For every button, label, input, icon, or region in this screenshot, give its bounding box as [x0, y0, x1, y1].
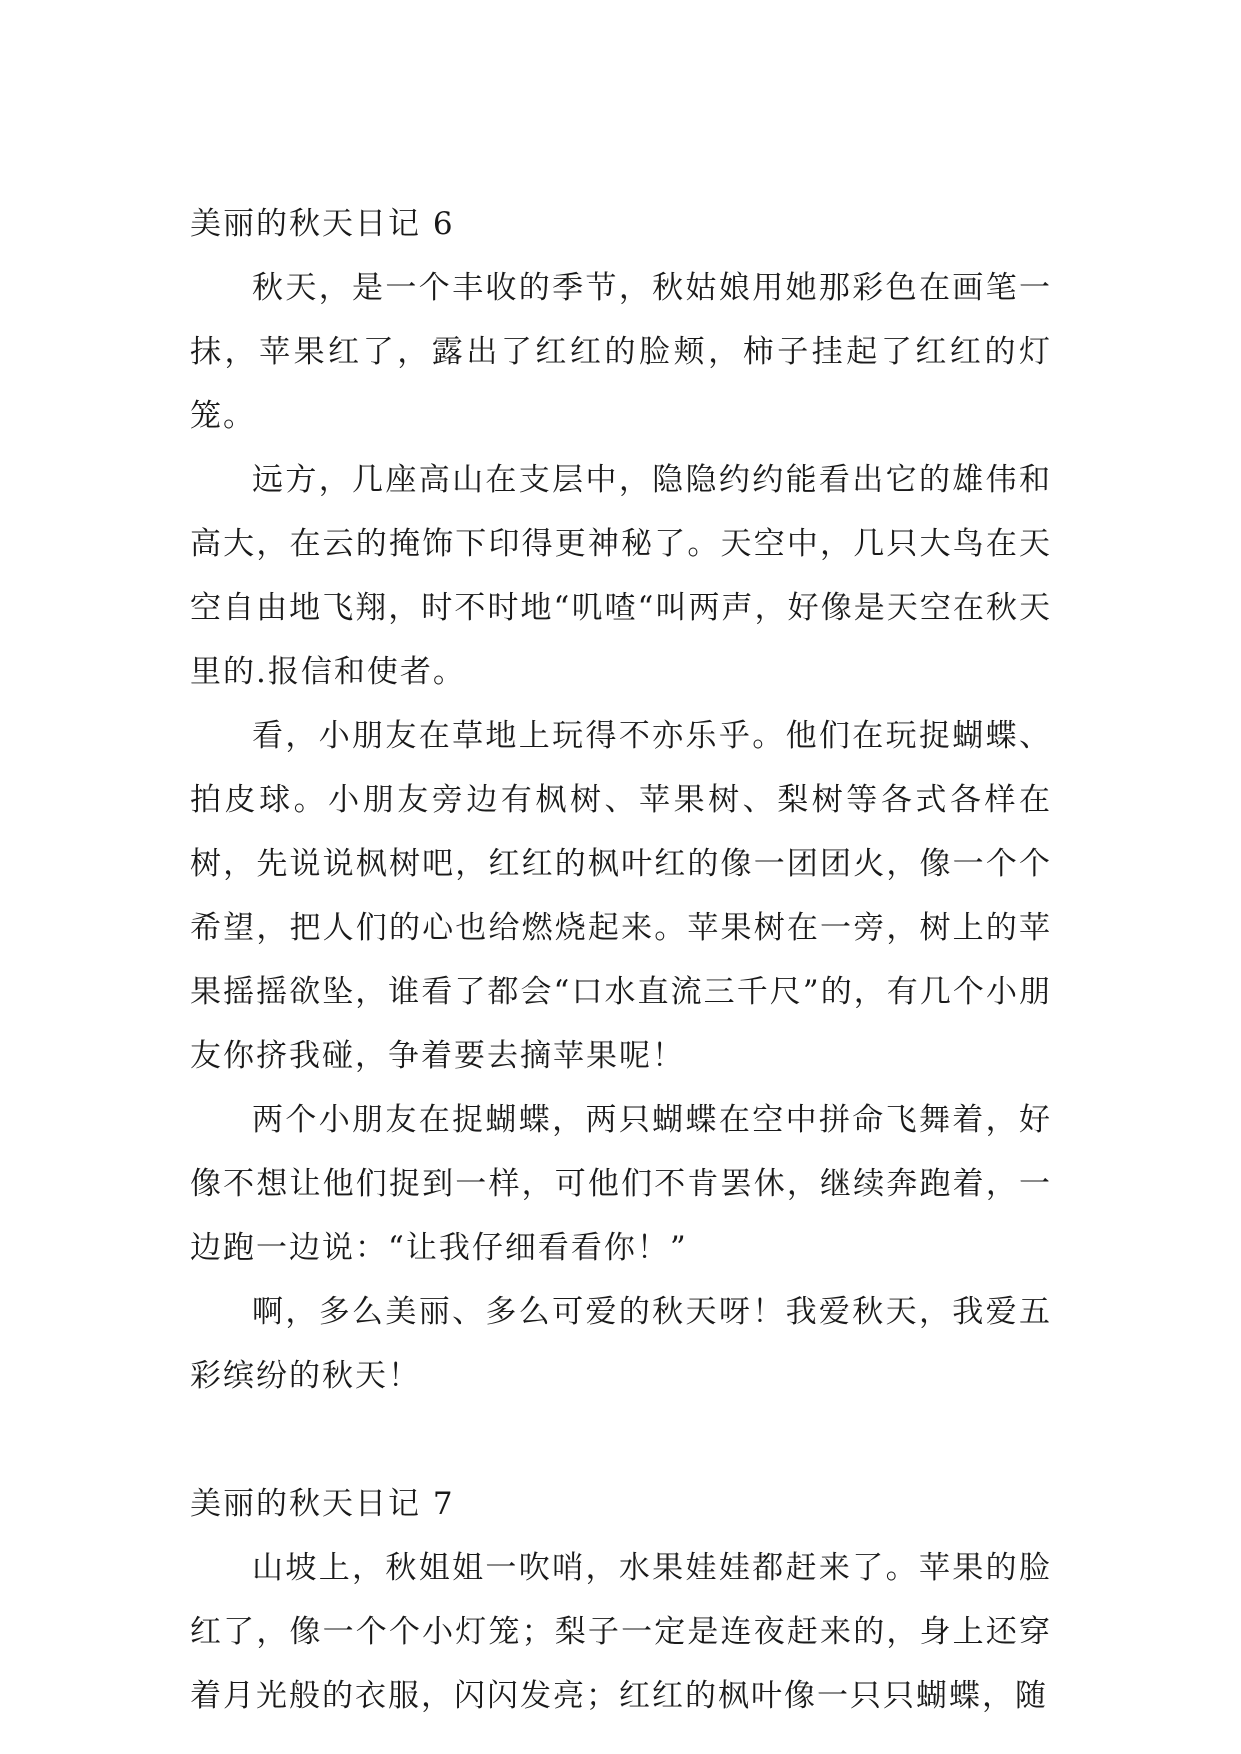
diary-section-6 — [190, 192, 1052, 1408]
diary-section-7 — [190, 1472, 1052, 1728]
section-heading: 美丽的秋天日记 7 — [190, 1486, 455, 1522]
section-heading: 美丽的秋天日记 6 — [190, 206, 455, 242]
paragraph: 秋天，是一个丰收的季节，秋姑娘用她那彩色在画笔一抹，苹果红了，露出了红红的脸颊，柿子挂起了红红的灯笼。 — [190, 270, 1052, 434]
paragraph: 山坡上，秋姐姐一吹哨，水果娃娃都赶来了。苹果的脸红了，像一个个小灯笼；梨子一定是连夜赶来的，身上还穿着月光般的衣服，闪闪发亮；红红的枫叶像一只只蝴蝶，随 — [190, 1550, 1052, 1714]
document-body — [190, 192, 1052, 1728]
paragraph: 看，小朋友在草地上玩得不亦乐乎。他们在玩捉蝴蝶、拍皮球。小朋友旁边有枫树、苹果树、梨树等各式各样在树，先说说枫树吧，红红的枫叶红的像一团团火，像一个个希望，把人们的心也给燃烧起来。苹果树在一旁，树上的苹果摇摇欲坠，谁看了都会“口水直流三千尺”的，有几个小朋友你挤我碰，争着要去摘苹果呢！ — [190, 718, 1052, 1074]
paragraph: 啊，多么美丽、多么可爱的秋天呀！我爱秋天，我爱五彩缤纷的秋天！ — [190, 1294, 1052, 1394]
paragraph: 两个小朋友在捉蝴蝶，两只蝴蝶在空中拼命飞舞着，好像不想让他们捉到一样，可他们不肯罢休，继续奔跑着，一边跑一边说：“让我仔细看看你！” — [190, 1102, 1052, 1266]
section-gap — [190, 1408, 1052, 1472]
paragraph: 远方，几座高山在支层中，隐隐约约能看出它的雄伟和高大，在云的掩饰下印得更神秘了。天空中，几只大鸟在天空自由地飞翔，时不时地“叽喳“叫两声，好像是天空在秋天里的.报信和使者。 — [190, 462, 1052, 690]
